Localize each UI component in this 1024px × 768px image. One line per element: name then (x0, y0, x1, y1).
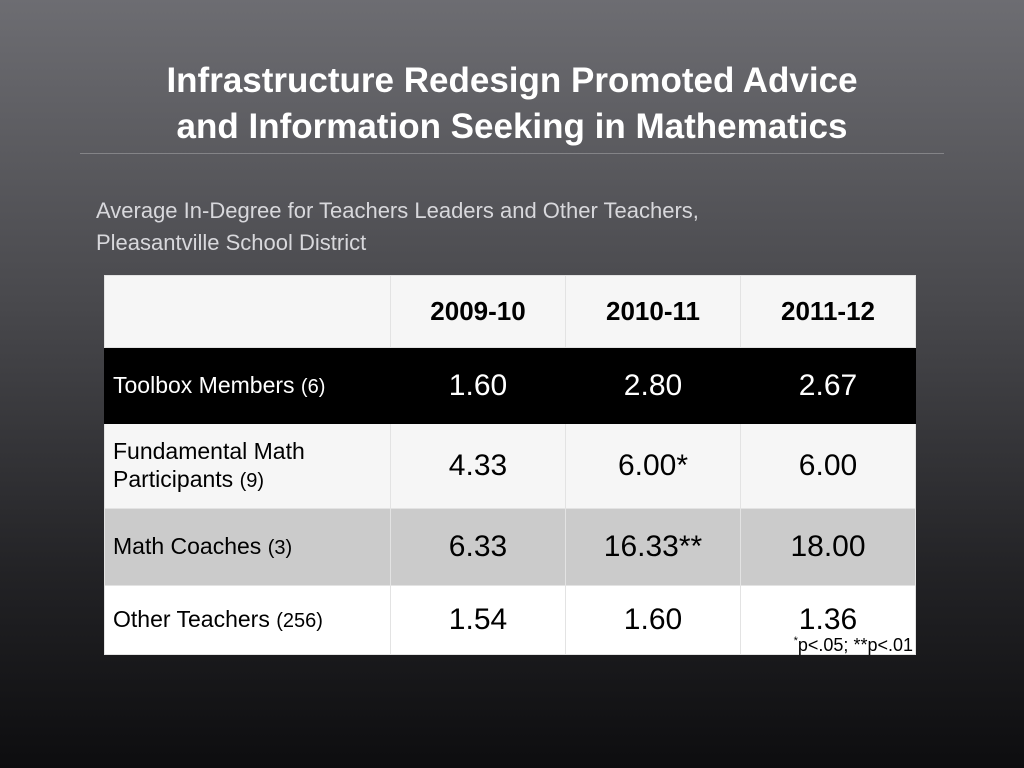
in-degree-table (104, 275, 916, 655)
header-2009-10: 2009-10 (391, 276, 566, 348)
table-row-toolbox-members (105, 348, 916, 424)
value-cell: 2.80 (566, 348, 741, 424)
value-text: 1.36 (798, 603, 858, 636)
row-count: (3) (267, 537, 293, 559)
header-empty-cell (105, 276, 391, 348)
row-count: (9) (239, 470, 265, 492)
row-label (105, 348, 391, 424)
row-count: (6) (300, 375, 326, 398)
caption-line-2: Pleasantville School District (96, 230, 367, 255)
footnote-text: p<.05; **p<.01 (797, 635, 913, 655)
row-label-text: Math Coaches (113, 533, 262, 559)
slide-title (0, 58, 1024, 150)
value-cell: 18.00 (741, 509, 916, 586)
value-cell: 2.67 (741, 348, 916, 424)
header-2011-12: 2011-12 (741, 276, 916, 348)
title-line-2: and Information Seeking in Mathematics (176, 107, 848, 146)
value-cell: 16.33** (566, 509, 741, 586)
value-cell: 6.00 (741, 424, 916, 509)
title-divider (80, 153, 944, 154)
value-cell: 1.60 (566, 586, 741, 655)
header-2010-11: 2010-11 (566, 276, 741, 348)
value-cell: 1.54 (391, 586, 566, 655)
table-row-fundamental-math (105, 424, 916, 509)
row-label-line-2: Participants (113, 466, 234, 492)
value-cell: 1.60 (391, 348, 566, 424)
row-label-line-1: Fundamental Math (113, 438, 305, 464)
value-cell (741, 586, 916, 655)
table-row-other-teachers (105, 586, 916, 655)
row-count: (256) (276, 610, 323, 632)
significance-footnote (794, 635, 913, 656)
title-line-1: Infrastructure Redesign Promoted Advice (166, 61, 858, 100)
row-label (105, 509, 391, 586)
header-row (105, 276, 916, 348)
row-label (105, 586, 391, 655)
table-row-math-coaches (105, 509, 916, 586)
row-label-text: Other Teachers (113, 606, 270, 632)
value-cell: 4.33 (391, 424, 566, 509)
row-label-text: Toolbox Members (113, 371, 295, 398)
value-cell: 6.33 (391, 509, 566, 586)
row-label (105, 424, 391, 509)
caption-line-1: Average In-Degree for Teachers Leaders and Other Teachers, (96, 198, 699, 223)
footnote-marker: * (793, 635, 798, 647)
value-cell: 6.00* (566, 424, 741, 509)
table-caption (96, 195, 916, 259)
